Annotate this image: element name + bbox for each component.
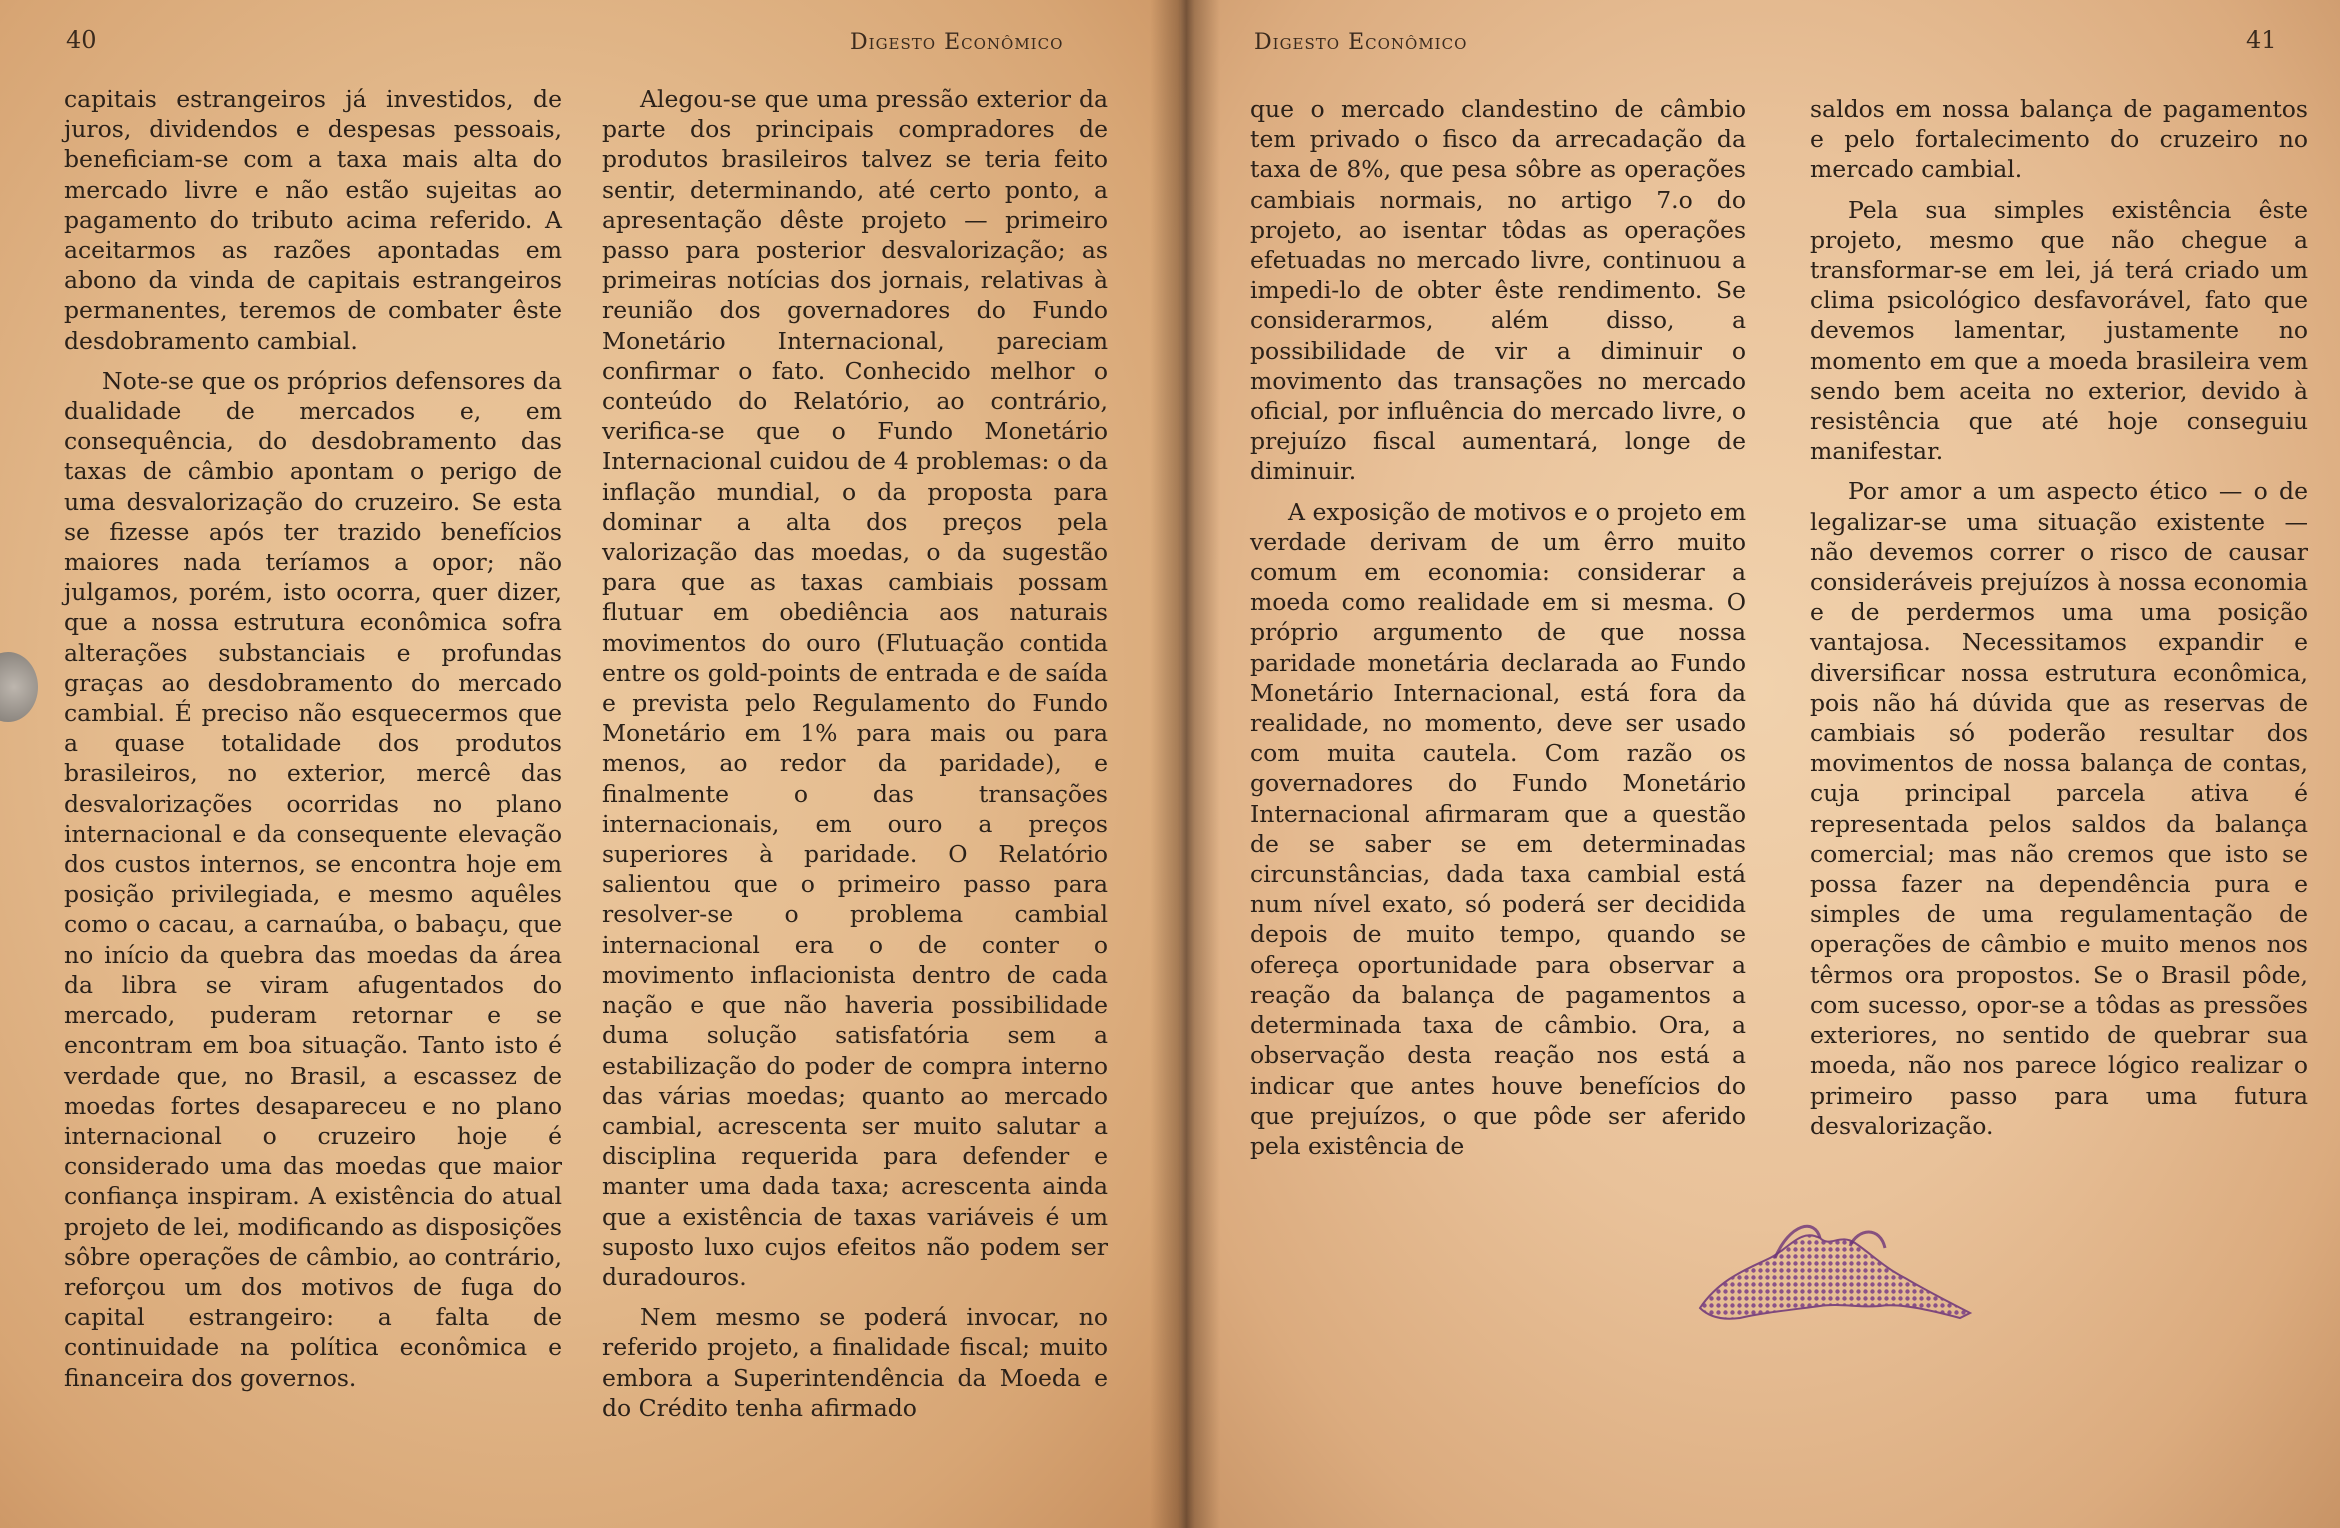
right-column-2 [1810,94,2308,1141]
paragraph: Alegou-se que uma pressão exterior da parte dos principais compradores de produtos brasileiros talvez se teria feito sentir, determinando, até certo ponto, a apresentação dêste projeto — primeiro passo para posterior desvalorização; as primeiras notícias dos jornais, relativas à reunião dos governadores do Fundo Monetário Internacional, pareciam confirmar o fato. Conhecido melhor o conteúdo do Relatório, ao contrário, verifica-se que o Fundo Monetário Internacional cuidou de 4 problemas: o da inflação mundial, o da proposta para dominar a alta dos preços pela valorização das moedas, o da sugestão para que as taxas cambiais possam flutuar em obediência aos naturais movimentos do ouro (Flutuação contida entre os gold-points de entrada e de saída e prevista pelo Regulamento do Fundo Monetário em 1% para mais ou para menos, ao redor da paridade), e finalmente o das transações internacionais, em ouro a preços superiores à paridade. O Relatório salientou que o primeiro passo para resolver-se o problema cambial internacional era o de conter o movimento inflacionista dentro de cada nação e que não haveria possibilidade duma solução satisfatória sem a estabilização do poder de compra interno das várias moedas; quanto ao mercado cambial, acrescenta ser muito salutar a disciplina requerida para defender e manter uma dada taxa; acrescenta ainda que a existência de taxas variáveis é um suposto luxo cujos efeitos não podem ser duradouros. [602,85,1108,1291]
left-column-1 [64,84,562,1393]
right-column-1 [1250,94,1746,1161]
page-number-left: 40 [66,26,97,54]
paragraph: que o mercado clandestino de câmbio tem privado o fisco da arrecadação da taxa de 8%, que pesa sôbre as operações cambiais normais, no artigo 7.o do projeto, ao isentar tôdas as operações efetuadas no mercado livre, continuou a impedi-lo de obter êste rendimento. Se considerarmos, além disso, a possibilidade de vir a diminuir o movimento das transações no mercado oficial, por influência do mercado livre, o prejuízo fiscal aumentará, longe de diminuir. [1250,95,1746,486]
binding-hole [0,652,38,722]
paragraph: A exposição de motivos e o projeto em verdade derivam de um êrro muito comum em economia: considerar a moeda como realidade em si mesma. O próprio argumento de que nossa paridade monetária declarada ao Fundo Monetário Internacional, está fora da realidade, no momento, deve ser usado com muita cautela. Com razão os governadores do Fundo Monetário Internacional afirmaram que a questão de se saber se em determinadas circunstâncias, dada taxa cambial está num nível exato, só poderá ser decidida depois de muito tempo, quando se ofereça oportunidade para observar a reação da balança de pagamentos a determinada taxa de câmbio. Ora, a observação desta reação nos está a indicar que antes houve benefícios do que prejuízos, o que pôde ser aferido pela existência de [1250,497,1746,1160]
paragraph: Note-se que os próprios defensores da dualidade de mercados e, em consequência, do desdobramento das taxas de câmbio apontam o perigo de uma desvalorização do cruzeiro. Se esta se fizesse após ter trazido benefícios maiores nada teríamos a opor; não julgamos, porém, isto ocorra, quer dizer, que a nossa estrutura econômica sofra alterações substanciais e profundas graças ao desdobramento do mercado cambial. É preciso não esquecermos que a quase totalidade dos produtos brasileiros, no exterior, mercê das desvalorizações ocorridas no plano internacional e da consequente elevação dos custos internos, se encontra hoje em posição privilegiada, e mesmo aquêles como o cacau, a carnaúba, o babaçu, que no início da quebra das moedas da área da libra se viram afugentados do mercado, puderam retornar e se encontram em boa situação. Tanto isto é verdade que, no Brasil, a escassez de moedas fortes desapareceu e no plano internacional o cruzeiro hoje é considerado uma das moedas que maior confiança inspiram. A existência do atual projeto de lei, modificando as disposições sôbre operações de câmbio, ao contrário, reforçou um dos motivos de fuga do capital estrangeiro: a falta de continuidade na política econômica e financeira dos governos. [64,366,562,1392]
running-head-left: Digesto Econômico [850,30,1064,55]
paragraph: saldos em nossa balança de pagamentos e pelo fortalecimento do cruzeiro no mercado cambial. [1810,95,2308,184]
left-column-2 [602,84,1108,1423]
purple-ink-stamp-icon [1680,1218,1980,1338]
paragraph: capitais estrangeiros já investidos, de juros, dividendos e despesas pessoais, beneficiam-se com a taxa mais alta do mercado livre e não estão sujeitas ao pagamento do tributo acima referido. A aceitarmos as razões apontadas em abono da vinda de capitais estrangeiros permanentes, teremos de combater êste desdobramento cambial. [64,85,562,355]
paragraph: Nem mesmo se poderá invocar, no referido projeto, a finalidade fiscal; muito embora a Superintendência da Moeda e do Crédito tenha afirmado [602,1303,1108,1422]
paragraph: Por amor a um aspecto ético — o de legalizar-se uma situação existente — não devemos correr o risco de causar consideráveis prejuízos à nossa economia e de perdermos uma uma posição vantajosa. Necessitamos expandir e diversificar nossa estrutura econômica, pois não há dúvida que as reservas de cambiais só poderão resultar dos movimentos de nossa balança de contas, cuja principal parcela ativa é representada pelos saldos da balança comercial; mas não cremos que isto se possa fazer na dependência pura e simples de uma regulamentação de operações de câmbio e muito menos nos têrmos ora propostos. Se o Brasil pôde, com sucesso, opor-se a tôdas as pressões exteriores, no sentido de quebrar sua moeda, não nos parece lógico realizar o primeiro passo para uma futura desvalorização. [1810,477,2308,1140]
running-head-right: Digesto Econômico [1254,30,1468,55]
right-page [1180,0,2340,1528]
paragraph: Pela sua simples existência êste projeto, mesmo que não chegue a transformar-se em lei, já terá criado um clima psicológico desfavorável, fato que devemos lamentar, justamente no momento em que a moeda brasileira vem sendo bem aceita no exterior, devido à resistência que até hoje conseguiu manifestar. [1810,195,2308,466]
page-number-right: 41 [2246,26,2277,54]
